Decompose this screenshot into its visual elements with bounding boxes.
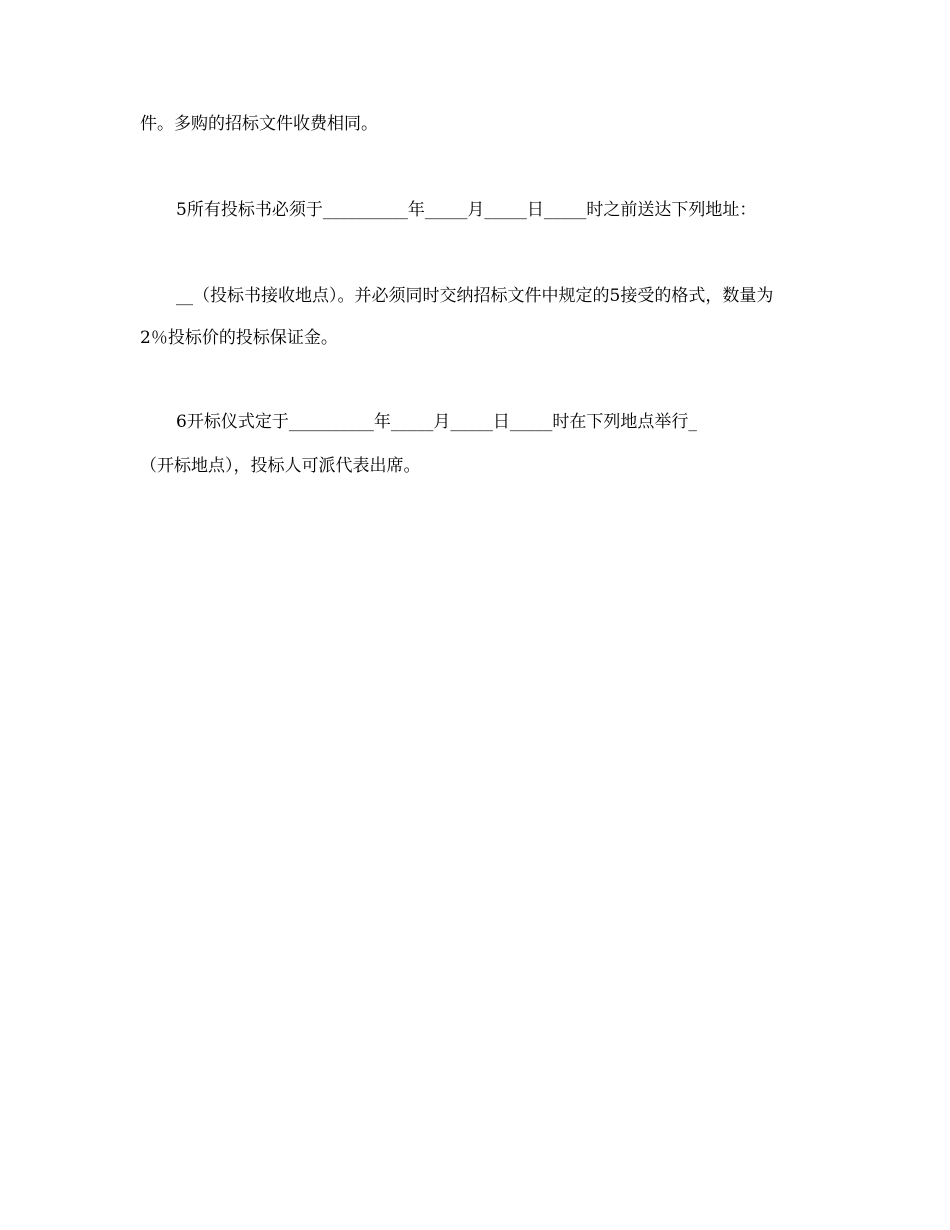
paragraph-line-6: （开标地点），投标人可派代表出席。 [140, 456, 421, 476]
paragraph-line-3: __（投标书接收地点）。并必须同时交纳招标文件中规定的5接受的格式，数量为 [176, 286, 774, 306]
paragraph-line-1: 件。多购的招标文件收费相同。 [140, 114, 378, 134]
paragraph-line-2: 5所有投标书必须于__________年_____月_____日_____时之前送达下列地址： [176, 200, 757, 220]
paragraph-line-4: 2％投标价的投标保证金。 [140, 328, 338, 348]
paragraph-line-5: 6开标仪式定于__________年_____月_____日_____时在下列地点举行_ [176, 412, 697, 432]
